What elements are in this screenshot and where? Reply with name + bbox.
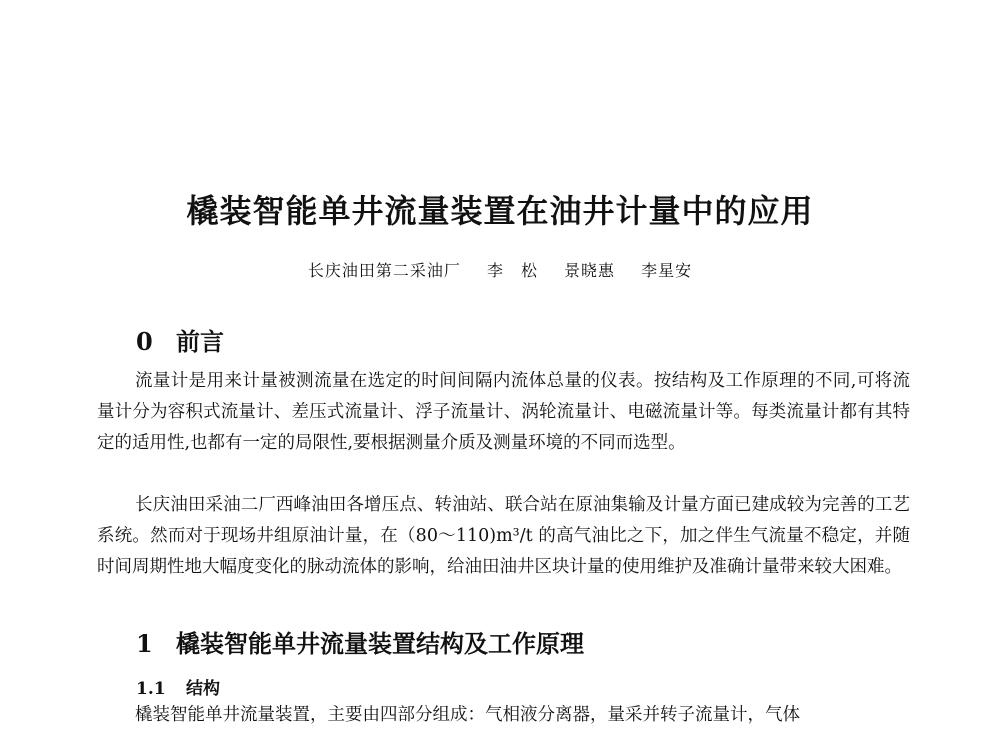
paragraph: 流量计是用来计量被测流量在选定的时间间隔内流体总量的仪表。按结构及工作原理的不同,可将流量计分为容积式流量计、差压式流量计、浮子流量计、涡轮流量计、电磁流量计等。每类流量计都有其特定的适用性,也都有一定的局限性,要根据测量介质及测量环境的不同而选型。: [97, 371, 910, 453]
section-heading: [136, 322, 224, 357]
section-number: 0: [136, 327, 153, 356]
author-name: 景晓惠: [564, 261, 616, 280]
paragraph: 长庆油田采油二厂西峰油田各增压点、转油站、联合站在原油集输及计量方面已建成较为完善的工艺系统。然而对于现场井组原油计量，在（80～110)m³/t 的高气油比之下，加之伴生气流量不稳定，并随时间周期性地大幅度变化的脉动流体的影响，给油田油井区块计量的使用维护及准确计量带来较大困难。: [97, 495, 910, 577]
author-affiliation: 长庆油田第二采油厂: [307, 261, 461, 280]
cut-off-text-line: 橇装智能单井流量装置，主要由四部分组成：气相液分离器，量采并转子流量计，气体: [135, 705, 800, 725]
subsection-title: 结构: [186, 679, 220, 699]
author-name: 李星安: [641, 261, 693, 280]
section-title: 前言: [176, 327, 224, 356]
subsection-number: 1.1: [136, 679, 166, 699]
section-title: 橇装智能单井流量装置结构及工作原理: [176, 629, 584, 658]
subsection-heading: [136, 674, 220, 699]
paper-title: 橇装智能单井流量装置在油井计量中的应用: [186, 192, 814, 230]
author-name: 李 松: [486, 261, 538, 280]
section-heading: [136, 624, 584, 659]
section-number: 1: [136, 629, 153, 658]
author-line: [0, 258, 1000, 281]
